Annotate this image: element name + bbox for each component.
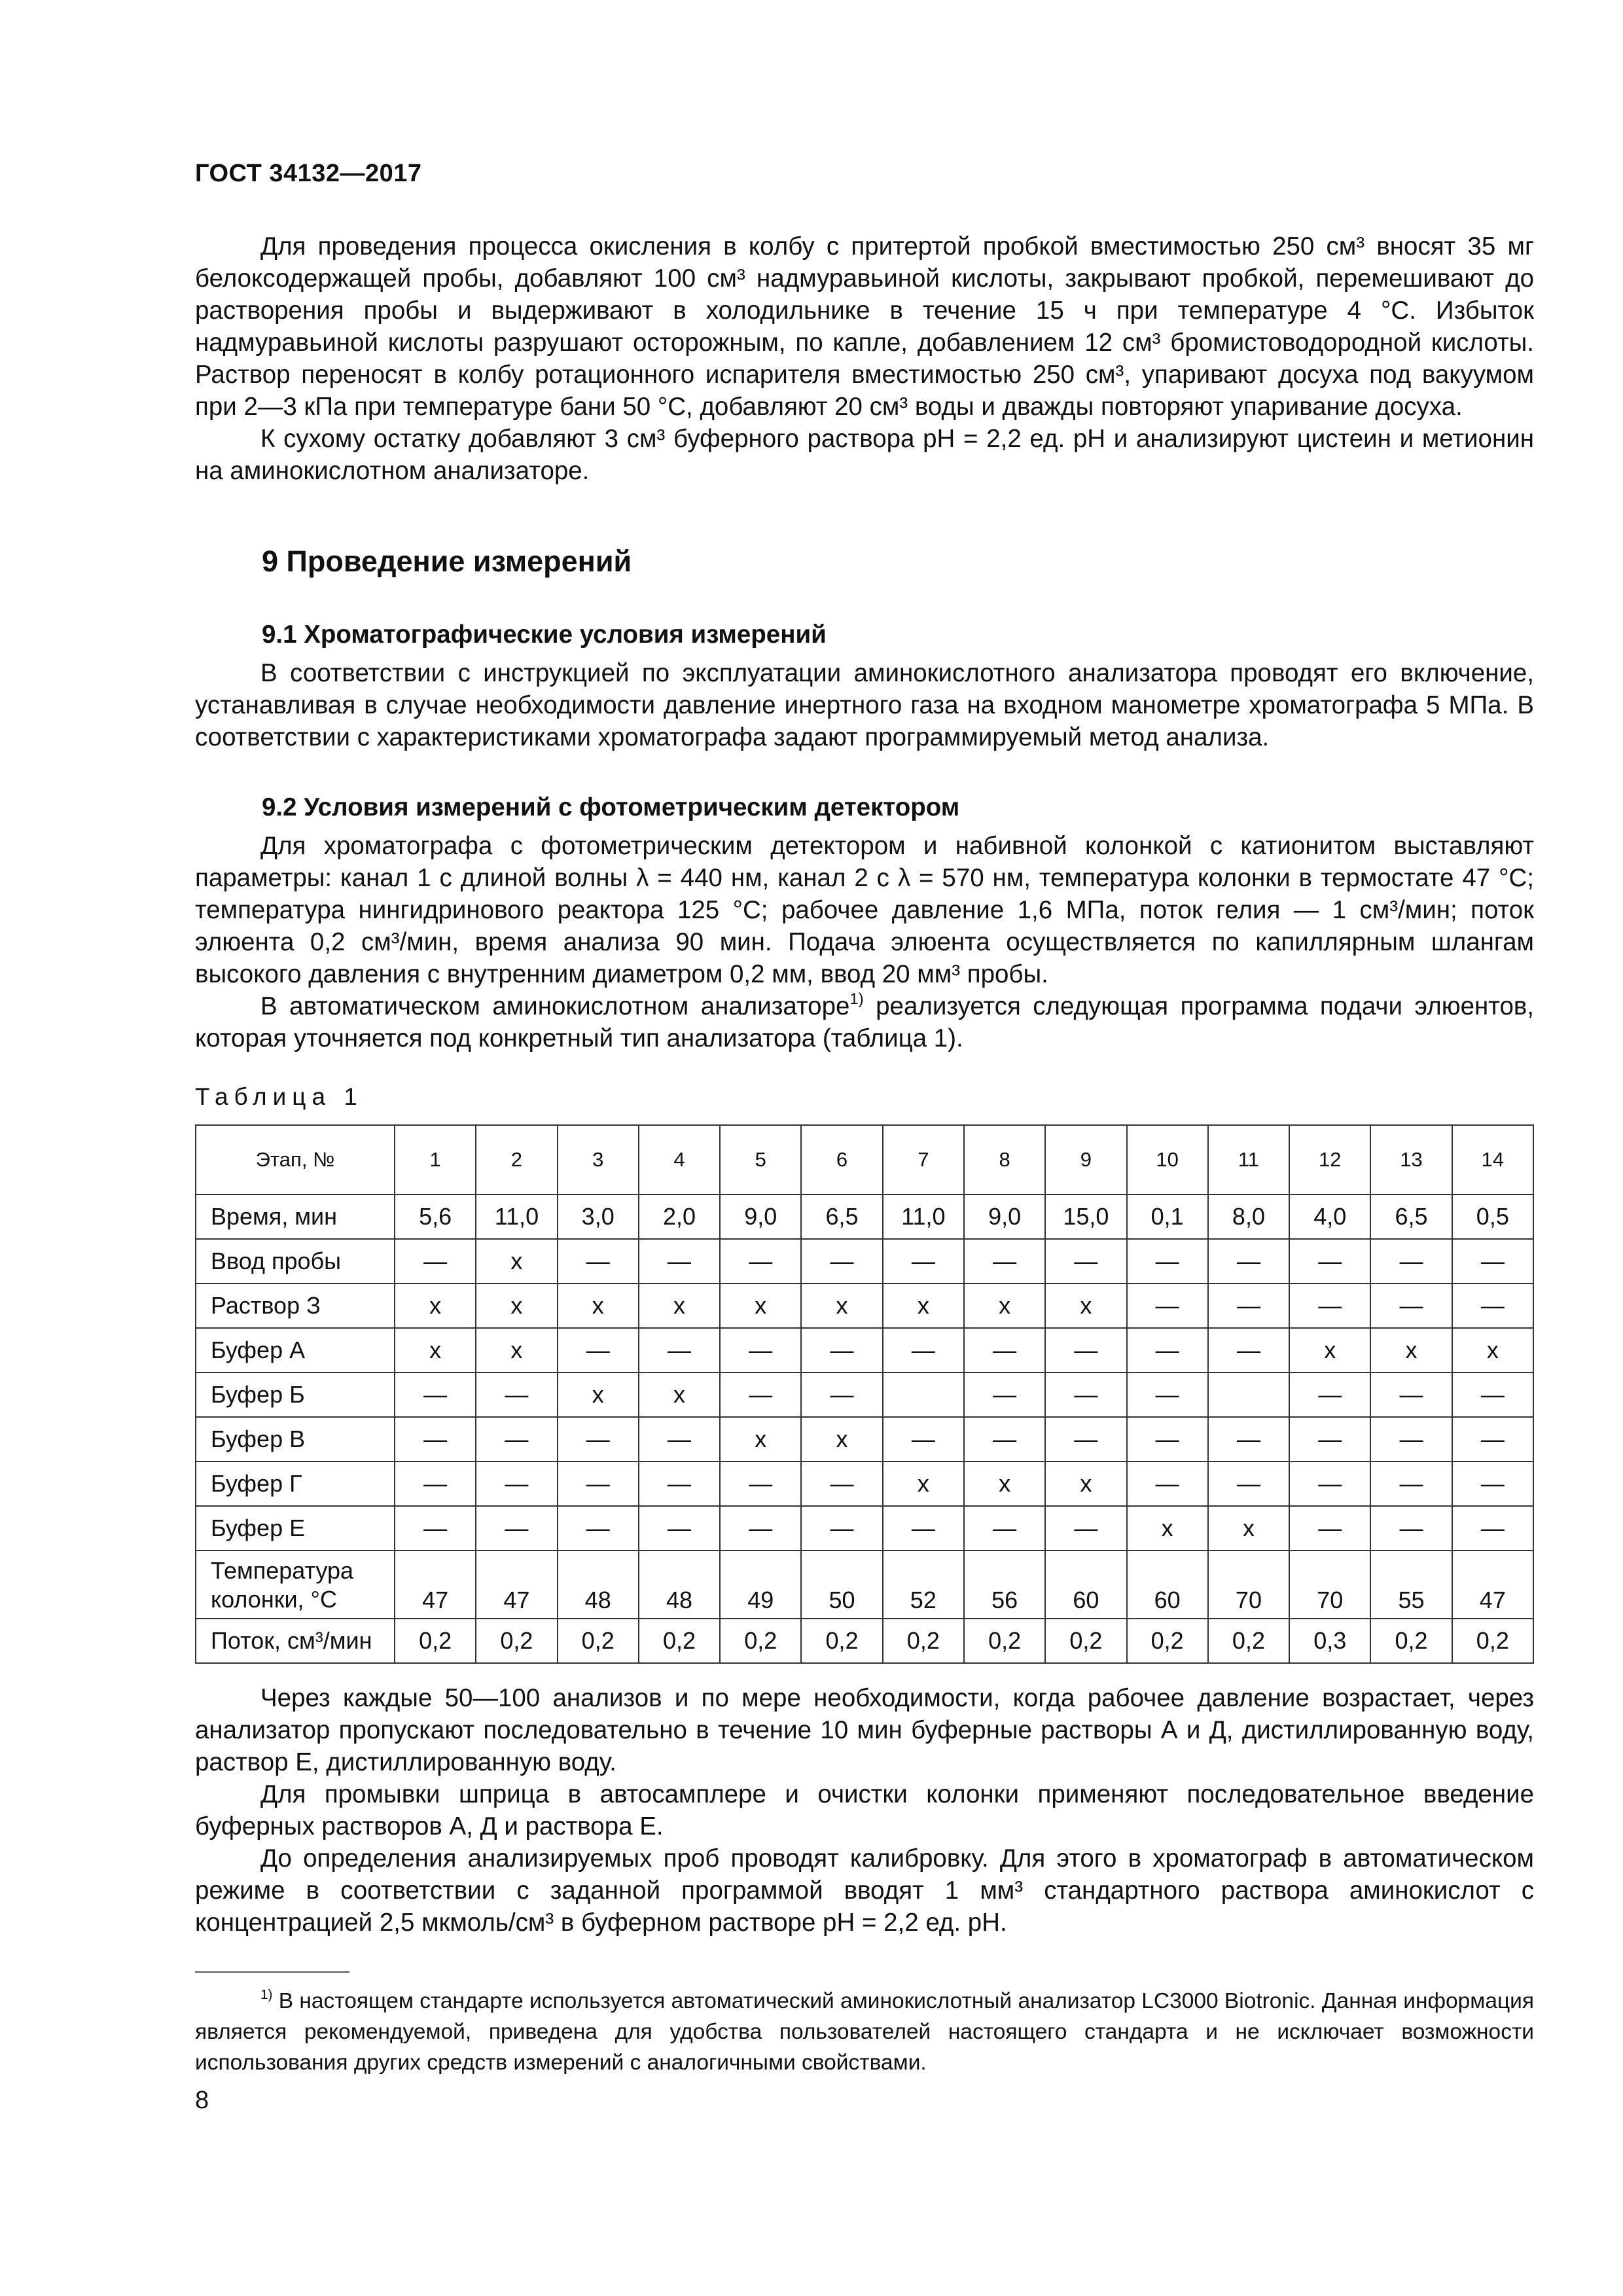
header-label-cell: Этап, № xyxy=(196,1125,395,1194)
table-cell: — xyxy=(883,1506,964,1551)
table-row xyxy=(196,1551,1533,1619)
table-cell: — xyxy=(1045,1506,1126,1551)
stage-number-cell: 14 xyxy=(1452,1125,1533,1194)
table-cell: — xyxy=(1370,1372,1452,1417)
table-cell: x xyxy=(964,1462,1045,1506)
table-cell: — xyxy=(1452,1417,1533,1462)
row-label-cell xyxy=(196,1551,395,1619)
table-cell: — xyxy=(395,1239,476,1283)
table-row xyxy=(196,1417,1533,1462)
table-cell: — xyxy=(395,1417,476,1462)
table-cell: x xyxy=(1045,1283,1126,1328)
table-cell: x xyxy=(801,1417,882,1462)
stage-number-cell: 4 xyxy=(639,1125,720,1194)
stage-number-cell: 8 xyxy=(964,1125,1045,1194)
table-cell: x xyxy=(1045,1462,1126,1506)
table-cell: — xyxy=(1452,1506,1533,1551)
table-cell: — xyxy=(476,1417,557,1462)
row-label-cell: Буфер Г xyxy=(196,1462,395,1506)
table-cell: 0,5 xyxy=(1452,1194,1533,1239)
table-cell: x xyxy=(639,1372,720,1417)
table-cell: — xyxy=(720,1328,801,1372)
after-table-paragraph-2: Для промывки шприца в автосамплере и очистки колонки применяют последовательное введение буферных растворов А, Д и раствора Е. xyxy=(195,1780,1534,1840)
intro-paragraph-2: К сухому остатку добавляют 3 см³ буферного раствора pH = 2,2 ед. pH и анализируют цистеин и метионин на аминокислотном анализаторе. xyxy=(195,425,1534,485)
subsection-9-2-text xyxy=(195,830,1534,1054)
subsection-9-1-title: 9.1 Хроматографические условия измерений xyxy=(262,620,827,649)
standard-header: ГОСТ 34132—2017 xyxy=(195,160,422,187)
table-cell: — xyxy=(720,1506,801,1551)
table-cell: 0,2 xyxy=(964,1619,1045,1663)
table-cell: x xyxy=(476,1239,557,1283)
table-cell: 47 xyxy=(476,1551,557,1619)
s92-p2-end: реализуется следующая программа подачи элюентов, которая уточняется под конкретный тип анализатора (таблица 1). xyxy=(195,992,1535,1052)
table-cell: 52 xyxy=(883,1551,964,1619)
table-cell: x xyxy=(395,1283,476,1328)
table-cell: — xyxy=(801,1328,882,1372)
table-cell: — xyxy=(1289,1372,1370,1417)
table-cell: — xyxy=(883,1417,964,1462)
table-cell xyxy=(883,1372,964,1417)
table-cell: x xyxy=(964,1283,1045,1328)
table-cell: — xyxy=(1452,1239,1533,1283)
table-cell: — xyxy=(1045,1417,1126,1462)
table-row xyxy=(196,1194,1533,1239)
table-cell: — xyxy=(639,1328,720,1372)
table-cell: — xyxy=(1208,1328,1289,1372)
table-cell: — xyxy=(1208,1239,1289,1283)
table-cell: 9,0 xyxy=(720,1194,801,1239)
after-table-paragraph-1: Через каждые 50—100 анализов и по мере необходимости, когда рабочее давление возрастает, через анализатор пропускают последовательно в течение 10 мин буферные растворы А и Д, дистиллированную воду, раствор Е, дистиллированную воду. xyxy=(195,1684,1534,1776)
table-cell: 50 xyxy=(801,1551,882,1619)
table-cell: x xyxy=(801,1283,882,1328)
table-cell: — xyxy=(1289,1283,1370,1328)
table-cell: 4,0 xyxy=(1289,1194,1370,1239)
table-cell: 3,0 xyxy=(558,1194,639,1239)
table-cell: 70 xyxy=(1208,1551,1289,1619)
table-cell: — xyxy=(1208,1417,1289,1462)
after-table-text xyxy=(195,1682,1534,1939)
table-cell: x xyxy=(720,1417,801,1462)
stage-number-cell: 13 xyxy=(1370,1125,1452,1194)
table-cell: — xyxy=(1370,1506,1452,1551)
table-cell: — xyxy=(964,1417,1045,1462)
table-cell: — xyxy=(639,1239,720,1283)
table-cell: x xyxy=(883,1283,964,1328)
table-cell: x xyxy=(883,1462,964,1506)
table-cell: — xyxy=(1289,1239,1370,1283)
table-cell: — xyxy=(1452,1372,1533,1417)
table-cell: — xyxy=(1370,1283,1452,1328)
row-label-line-2: колонки, °С xyxy=(211,1586,337,1613)
table-row xyxy=(196,1283,1533,1328)
row-label-cell: Буфер Б xyxy=(196,1372,395,1417)
table-cell: — xyxy=(883,1239,964,1283)
table-cell: 0,2 xyxy=(1370,1619,1452,1663)
row-label-cell: Буфер А xyxy=(196,1328,395,1372)
table-cell: x xyxy=(639,1283,720,1328)
s92-p2-start: В автоматическом аминокислотном анализаторе xyxy=(260,992,850,1020)
subsection-9-1-text xyxy=(195,657,1534,753)
table-cell: — xyxy=(639,1506,720,1551)
table-cell: — xyxy=(1127,1462,1208,1506)
table-cell: — xyxy=(1127,1328,1208,1372)
table-cell: 6,5 xyxy=(1370,1194,1452,1239)
table-row xyxy=(196,1239,1533,1283)
table-cell: — xyxy=(801,1462,882,1506)
table-cell: 0,2 xyxy=(1127,1619,1208,1663)
table-cell: 0,2 xyxy=(476,1619,557,1663)
table-cell: — xyxy=(1452,1283,1533,1328)
table-cell: — xyxy=(558,1417,639,1462)
table-cell: — xyxy=(1370,1239,1452,1283)
table-cell: 48 xyxy=(558,1551,639,1619)
table-cell: 0,2 xyxy=(720,1619,801,1663)
s92-paragraph-2 xyxy=(195,990,1534,1054)
table-cell: 0,2 xyxy=(1452,1619,1533,1663)
table-cell: — xyxy=(1289,1462,1370,1506)
table-cell: — xyxy=(395,1462,476,1506)
table-cell: x xyxy=(1452,1328,1533,1372)
table-cell: 5,6 xyxy=(395,1194,476,1239)
row-label-cell: Раствор З xyxy=(196,1283,395,1328)
table-cell: 11,0 xyxy=(883,1194,964,1239)
stage-number-cell: 10 xyxy=(1127,1125,1208,1194)
table-cell: — xyxy=(801,1506,882,1551)
table-cell: 48 xyxy=(639,1551,720,1619)
table-cell: 60 xyxy=(1127,1551,1208,1619)
row-label-line-1: Температура xyxy=(211,1557,354,1584)
intro-text xyxy=(195,230,1534,487)
table-cell: — xyxy=(964,1372,1045,1417)
table-cell: — xyxy=(1127,1372,1208,1417)
table-cell: x xyxy=(558,1283,639,1328)
section-9-title: 9 Проведение измерений xyxy=(262,545,632,578)
table-row xyxy=(196,1328,1533,1372)
table-cell: 60 xyxy=(1045,1551,1126,1619)
table-cell: 0,2 xyxy=(395,1619,476,1663)
after-table-paragraph-3: До определения анализируемых проб проводят калибровку. Для этого в хроматограф в автоматическом режиме в соответствии с заданной программой вводят 1 мм³ стандартного раствора аминокислот с концентрацией 2,5 мкмоль/см³ в буферном растворе pH = 2,2 ед. pH. xyxy=(195,1844,1534,1937)
table-cell: — xyxy=(1127,1417,1208,1462)
table-cell: 15,0 xyxy=(1045,1194,1126,1239)
table-cell: — xyxy=(801,1239,882,1283)
table-cell xyxy=(1208,1372,1289,1417)
stage-number-cell: 2 xyxy=(476,1125,557,1194)
table-cell: — xyxy=(558,1462,639,1506)
intro-paragraph-1: Для проведения процесса окисления в колбу с притертой пробкой вместимостью 250 см³ вносят 35 мг белоксодержащей пробы, добавляют 100 см³ надмуравьиной кислоты, закрывают пробкой, перемешивают до растворения пробы и выдерживают в холодильнике в течение 15 ч при температуре 4 °С. Избыток надмуравьиной кислоты разрушают осторожным, по капле, добавлением 12 см³ бромистоводородной кислоты. Раствор переносят в колбу ротационного испарителя вместимостью 250 см³, упаривают досуха под вакуумом при 2—3 кПа при температуре бани 50 °С, добавляют 20 см³ воды и дважды повторяют упаривание досуха. xyxy=(195,232,1534,421)
table-cell: 0,2 xyxy=(1045,1619,1126,1663)
table-cell: — xyxy=(1208,1283,1289,1328)
table-cell: — xyxy=(964,1239,1045,1283)
table-cell: 2,0 xyxy=(639,1194,720,1239)
table-cell: — xyxy=(1370,1417,1452,1462)
page-number: 8 xyxy=(195,2087,209,2114)
table-cell: — xyxy=(558,1239,639,1283)
stage-number-cell: 7 xyxy=(883,1125,964,1194)
row-label-cell: Время, мин xyxy=(196,1194,395,1239)
footnote-paragraph xyxy=(195,1986,1534,2078)
table-cell: — xyxy=(883,1328,964,1372)
table-cell: 47 xyxy=(1452,1551,1533,1619)
table-cell: 49 xyxy=(720,1551,801,1619)
row-label-cell: Буфер В xyxy=(196,1417,395,1462)
stage-number-cell: 5 xyxy=(720,1125,801,1194)
table-cell: x xyxy=(1127,1506,1208,1551)
table-cell: — xyxy=(964,1328,1045,1372)
table-cell: — xyxy=(720,1462,801,1506)
table-cell: — xyxy=(801,1372,882,1417)
table-cell: 9,0 xyxy=(964,1194,1045,1239)
table-cell: 47 xyxy=(395,1551,476,1619)
table-cell: 0,1 xyxy=(1127,1194,1208,1239)
table-cell: x xyxy=(1289,1328,1370,1372)
table-cell: — xyxy=(1127,1239,1208,1283)
footnote-reference: 1) xyxy=(849,990,864,1008)
table-cell: x xyxy=(395,1328,476,1372)
table-row xyxy=(196,1462,1533,1506)
table-cell: 55 xyxy=(1370,1551,1452,1619)
table-row xyxy=(196,1619,1533,1663)
table-cell: — xyxy=(1452,1462,1533,1506)
table-cell: 56 xyxy=(964,1551,1045,1619)
table-cell: x xyxy=(476,1283,557,1328)
table-cell: — xyxy=(558,1506,639,1551)
row-label-cell: Ввод пробы xyxy=(196,1239,395,1283)
table-cell: 0,3 xyxy=(1289,1619,1370,1663)
stage-number-cell: 12 xyxy=(1289,1125,1370,1194)
table-cell: x xyxy=(1208,1506,1289,1551)
stage-number-cell: 3 xyxy=(558,1125,639,1194)
table-cell: 0,2 xyxy=(1208,1619,1289,1663)
subsection-9-2-title: 9.2 Условия измерений с фотометрическим детектором xyxy=(262,793,960,821)
stage-number-cell: 1 xyxy=(395,1125,476,1194)
stage-number-cell: 11 xyxy=(1208,1125,1289,1194)
table-cell: 11,0 xyxy=(476,1194,557,1239)
table-cell: — xyxy=(964,1506,1045,1551)
table-caption: Таблица 1 xyxy=(195,1083,363,1110)
footnote-separator xyxy=(195,1971,349,1973)
table-cell: — xyxy=(1045,1372,1126,1417)
table-cell: 8,0 xyxy=(1208,1194,1289,1239)
s91-paragraph: В соответствии с инструкцией по эксплуатации аминокислотного анализатора проводят его включение, устанавливая в случае необходимости давление инертного газа на входном манометре хроматографа 5 МПа. В соответствии с характеристиками хроматографа задают программируемый метод анализа. xyxy=(195,659,1534,751)
table-cell: 0,2 xyxy=(558,1619,639,1663)
table-cell: — xyxy=(395,1372,476,1417)
table-cell: — xyxy=(1208,1462,1289,1506)
table-cell: — xyxy=(1045,1239,1126,1283)
table-cell: 70 xyxy=(1289,1551,1370,1619)
table-row xyxy=(196,1372,1533,1417)
table-cell: 0,2 xyxy=(883,1619,964,1663)
footnote-text: В настоящем стандарте используется автоматический аминокислотный анализатор LC3000 Biotronic. Данная информация является рекомендуемой, приведена для удобства пользователей настоящего стандарта и не исключает возможности использования других средств измерений с аналогичными свойствами. xyxy=(195,1989,1535,2075)
table-cell: x xyxy=(558,1372,639,1417)
table-cell: — xyxy=(720,1372,801,1417)
table-cell: — xyxy=(1289,1506,1370,1551)
stage-number-cell: 9 xyxy=(1045,1125,1126,1194)
table-cell: — xyxy=(558,1328,639,1372)
table-header-row xyxy=(196,1125,1533,1194)
table-cell: — xyxy=(476,1462,557,1506)
table-cell: x xyxy=(1370,1328,1452,1372)
table-cell: — xyxy=(639,1417,720,1462)
table-cell: — xyxy=(639,1462,720,1506)
table-cell: 0,2 xyxy=(801,1619,882,1663)
table-cell: — xyxy=(476,1372,557,1417)
footnote xyxy=(195,1986,1534,2078)
table-cell: — xyxy=(720,1239,801,1283)
table-row xyxy=(196,1506,1533,1551)
table-cell: x xyxy=(720,1283,801,1328)
table-cell: — xyxy=(476,1506,557,1551)
row-label-cell: Буфер Е xyxy=(196,1506,395,1551)
table-cell: — xyxy=(395,1506,476,1551)
row-label-cell: Поток, см³/мин xyxy=(196,1619,395,1663)
table-cell: x xyxy=(476,1328,557,1372)
table-cell: 0,2 xyxy=(639,1619,720,1663)
table-cell: — xyxy=(1370,1462,1452,1506)
footnote-mark: 1) xyxy=(260,1986,273,2002)
stage-number-cell: 6 xyxy=(801,1125,882,1194)
s92-paragraph-1: Для хроматографа с фотометрическим детектором и набивной колонкой с катионитом выставляют параметры: канал 1 с длиной волны λ = 440 нм, канал 2 с λ = 570 нм, температура колонки в термостате 47 °С; температура нингидринового реактора 125 °С; рабочее давление 1,6 МПа, поток гелия — 1 см³/мин; поток элюента 0,2 см³/мин, время анализа 90 мин. Подача элюента осуществляется по капиллярным шлангам высокого давления с внутренним диаметром 0,2 мм, ввод 20 мм³ пробы. xyxy=(195,832,1534,988)
table-cell: 6,5 xyxy=(801,1194,882,1239)
table-cell: — xyxy=(1045,1328,1126,1372)
table-cell: — xyxy=(1127,1283,1208,1328)
table-cell: — xyxy=(1289,1417,1370,1462)
program-table xyxy=(195,1124,1534,1664)
